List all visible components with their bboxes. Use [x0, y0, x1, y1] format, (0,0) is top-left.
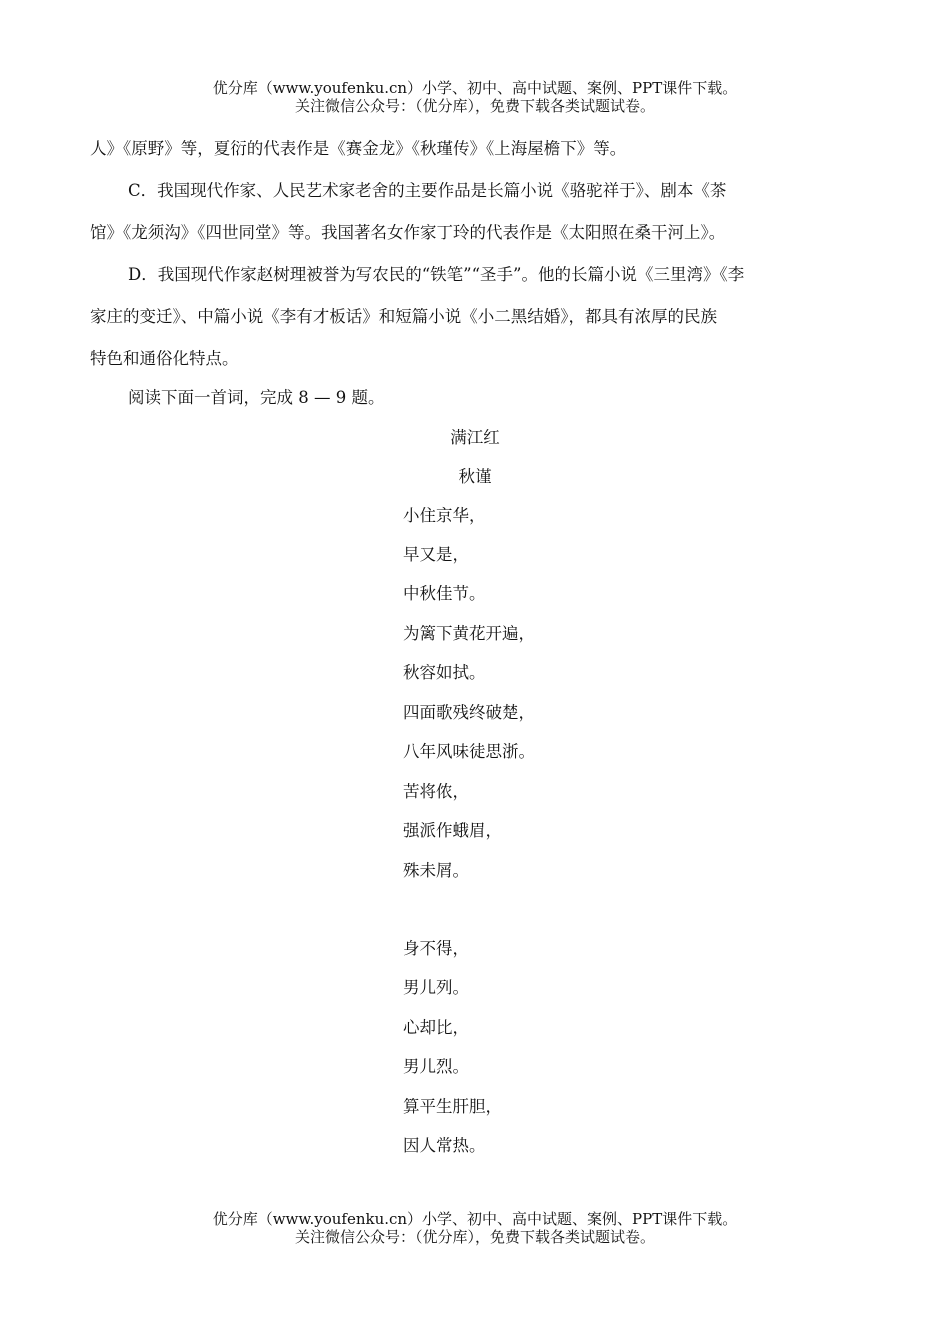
option-d-line-3: 特色和通俗化特点。 — [90, 349, 239, 368]
poem-line: 强派作蛾眉， — [403, 821, 502, 840]
poem-line: 男儿烈。 — [403, 1057, 469, 1076]
poem-line: 心却比， — [403, 1018, 469, 1037]
page-footer — [0, 1210, 950, 1246]
page-header — [0, 79, 950, 115]
option-d-line-2: 家庄的变迁》、中篇小说《李有才板话》和短篇小说《小二黑结婚》，都具有浓厚的民族 — [90, 307, 717, 326]
footer-line-2: 关注微信公众号：（优分库），免费下载各类试题试卷。 — [294, 1228, 655, 1246]
poem-line: 小住京华， — [403, 506, 486, 525]
poem-line: 八年风味徒思浙。 — [403, 742, 535, 761]
option-c-line-1: C．我国现代作家、人民艺术家老舍的主要作品是长篇小说《骆驼祥于》、剧本《茶 — [128, 181, 727, 200]
poem-line: 男儿列。 — [403, 978, 469, 997]
option-c-line-2: 馆》《龙须沟》《四世同堂》等。我国著名女作家丁玲的代表作是《太阳照在桑干河上》。 — [90, 223, 726, 242]
poem-line: 身不得， — [403, 939, 469, 958]
poem-line: 苦将侬， — [403, 782, 469, 801]
option-d-line-1: D．我国现代作家赵树理被誉为写农民的“铁笔”“圣手”。他的长篇小说《三里湾》《李 — [128, 265, 745, 284]
poem-author: 秋谨 — [458, 467, 492, 486]
poem-line: 算平生肝胆， — [403, 1097, 502, 1116]
poem-line: 早又是， — [403, 545, 469, 564]
poem-line: 因人常热。 — [403, 1136, 486, 1155]
header-line-1: 优分库（www.youfenku.cn）小学、初中、高中试题、案例、PPT课件下载。 — [212, 79, 738, 97]
poem-line: 中秋佳节。 — [403, 584, 486, 603]
poem-title: 满江红 — [450, 428, 500, 447]
poem-line: 秋容如拭。 — [403, 663, 486, 682]
header-line-2: 关注微信公众号：（优分库），免费下载各类试题试卷。 — [294, 97, 655, 115]
poem-line: 殊未屑。 — [403, 861, 469, 880]
poem-line: 四面歌残终破楚， — [403, 703, 535, 722]
poem-line: 为篱下黄花开遍， — [403, 624, 535, 643]
footer-line-1: 优分库（www.youfenku.cn）小学、初中、高中试题、案例、PPT课件下载。 — [212, 1210, 738, 1228]
continued-text: 人》《原野》等，夏衍的代表作是《赛金龙》《秋瑾传》《上海屋檐下》等。 — [90, 139, 627, 158]
reading-instruction: 阅读下面一首词，完成 8 — 9 题。 — [128, 388, 385, 407]
